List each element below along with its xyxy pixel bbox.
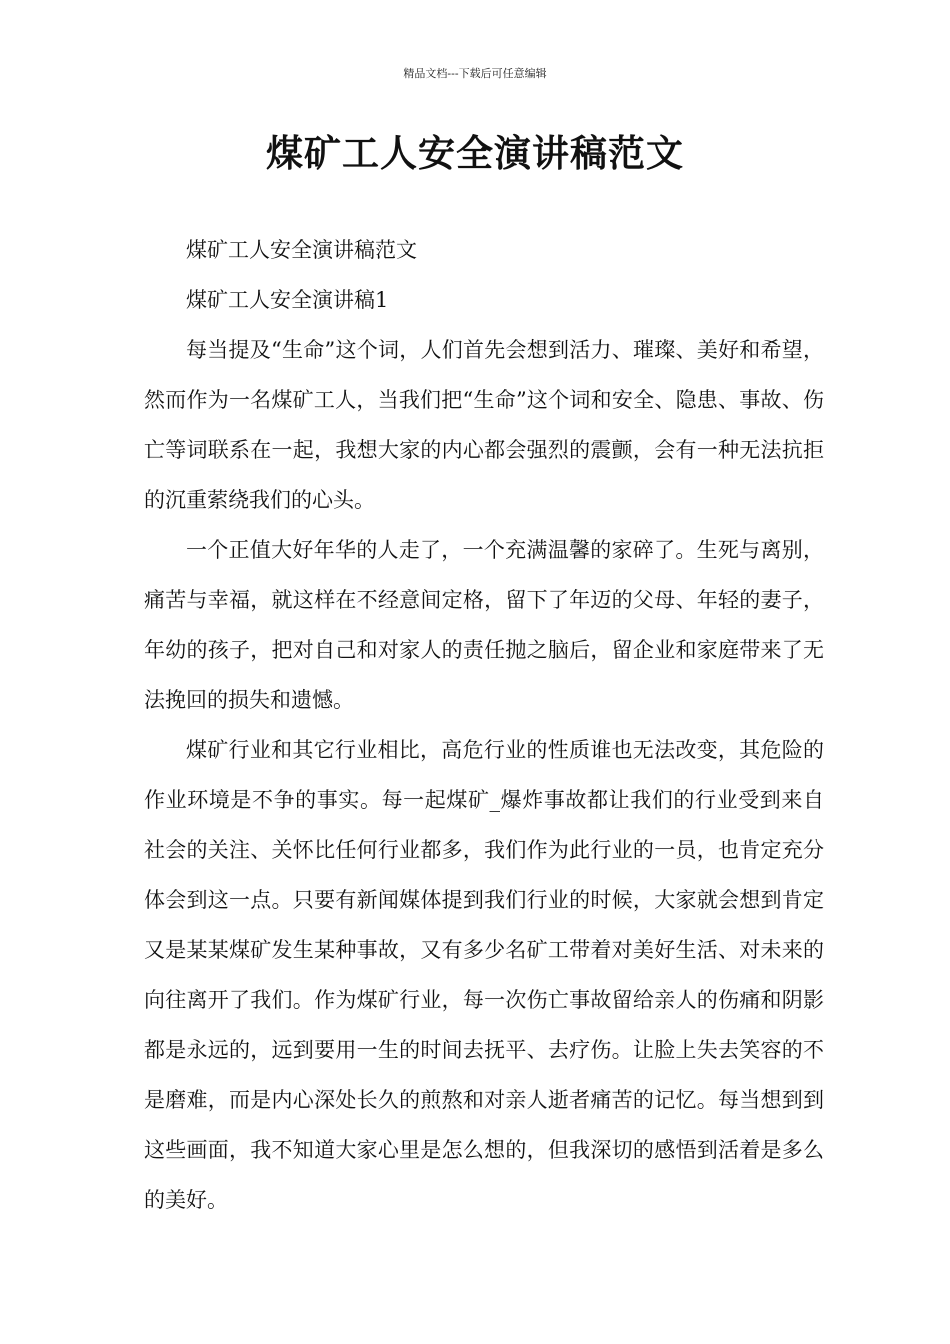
document-title: 煤矿工人安全演讲稿范文	[266, 131, 684, 175]
header-note: 精品文档---下载后可任意编辑	[403, 67, 547, 80]
paragraph-subtitle: 煤矿工人安全演讲稿范文	[186, 238, 417, 262]
paragraph: 煤矿行业和其它行业相比，高危行业的性质谁也无法改变，其危险的作业环境是不争的事实。每一起煤矿_爆炸事故都让我们的行业受到来自社会的关注、关怀比任何行业都多，我们作为此行业的一员，也肯定充分体会到这一点。只要有新闻媒体提到我们行业的时候，大家就会想到肯定又是某某煤矿发生某种事故，又有多少名矿工带着对美好生活、对未来的向往离开了我们。作为煤矿行业，每一次伤亡事故留给亲人的伤痛和阴影都是永远的，远到要用一生的时间去抚平、去疗伤。让脸上失去笑容的不是磨难，而是内心深处长久的煎熬和对亲人逝者痛苦的记忆。每当想到到这些画面，我不知道大家心里是怎么想的，但我深切的感悟到活着是多么的美好。	[144, 738, 824, 1212]
paragraph: 每当提及“生命”这个词，人们首先会想到活力、璀璨、美好和希望，然而作为一名煤矿工人，当我们把“生命”这个词和安全、隐患、事故、伤亡等词联系在一起，我想大家的内心都会强烈的震颤，会有一种无法抗拒的沉重萦绕我们的心头。	[144, 338, 824, 512]
paragraph: 一个正值大好年华的人走了，一个充满温馨的家碎了。生死与离别，痛苦与幸福，就这样在不经意间定格，留下了年迈的父母、年轻的妻子，年幼的孩子，把对自己和对家人的责任抛之脑后，留企业和家庭带来了无法挽回的损失和遗憾。	[144, 538, 824, 712]
paragraph-section-heading: 煤矿工人安全演讲稿1	[186, 288, 389, 312]
document-body	[144, 225, 824, 1225]
